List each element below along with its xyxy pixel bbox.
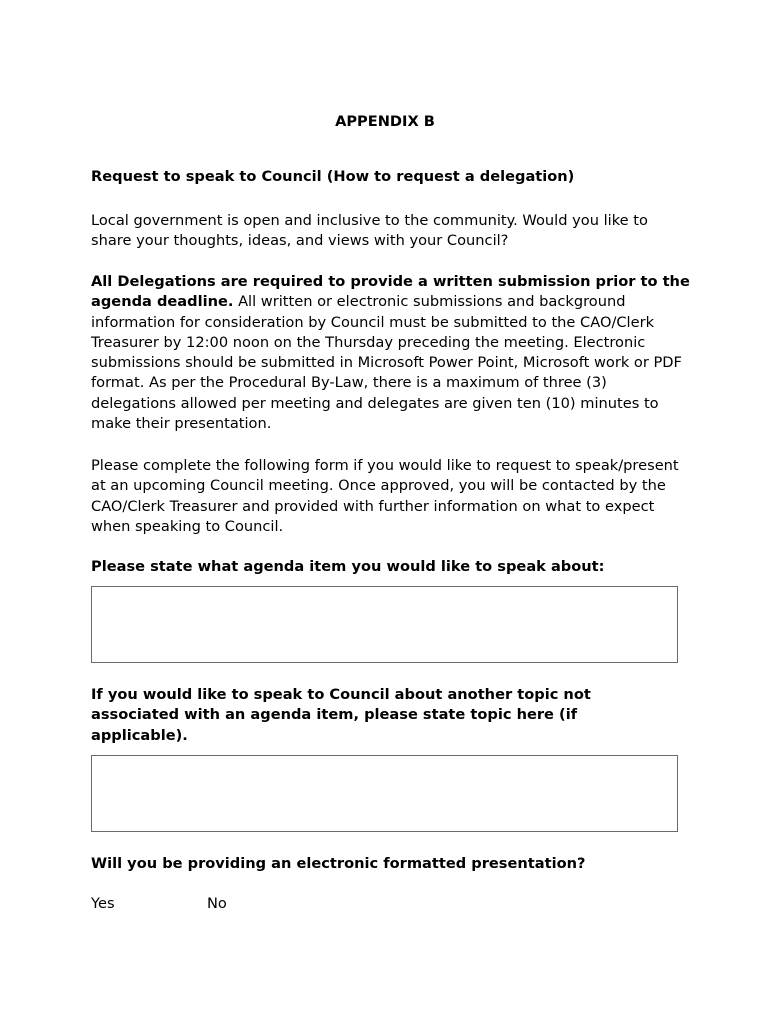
other-topic-field[interactable]: [91, 755, 678, 832]
presentation-question: Will you be providing an electronic formatted presentation?: [91, 855, 586, 872]
requirements-paragraph: [91, 272, 691, 434]
appendix-title: APPENDIX B: [335, 113, 435, 130]
agenda-item-field[interactable]: [91, 586, 678, 663]
intro-paragraph: Local government is open and inclusive to the community. Would you like to share your thoughts, ideas, and views with your Council?: [91, 212, 648, 250]
instructions-paragraph: Please complete the following form if you would like to request to speak/present at an upcoming Council meeting. Once approved, you will be contacted by the CAO/Clerk Treasurer and provided with further information on what to expect when speaking to Council.: [91, 457, 679, 535]
agenda-item-question: Please state what agenda item you would like to speak about:: [91, 558, 605, 575]
other-topic-question: If you would like to speak to Council about another topic not associated with an agenda item, please state topic here (if applicable).: [91, 686, 591, 744]
section-title: Request to speak to Council (How to request a delegation): [91, 168, 575, 185]
option-no[interactable]: No: [207, 895, 227, 912]
requirements-lead: All Delegations are required to provide a written submission prior to the agenda deadline.: [91, 273, 690, 311]
requirements-body: All written or electronic submissions and background information for consideration by Council must be submitted to the CAO/Clerk Treasurer by 12:00 noon on the Thursday preceding the meeting. Electronic submissions should be submitted in Microsoft Power Point, Microsoft work or PDF format. As per the Procedural By-Law, there is a maximum of three (3) delegations allowed per meeting and delegates are given ten (10) minutes to make their presentation.: [91, 293, 682, 433]
option-yes[interactable]: Yes: [91, 895, 115, 912]
